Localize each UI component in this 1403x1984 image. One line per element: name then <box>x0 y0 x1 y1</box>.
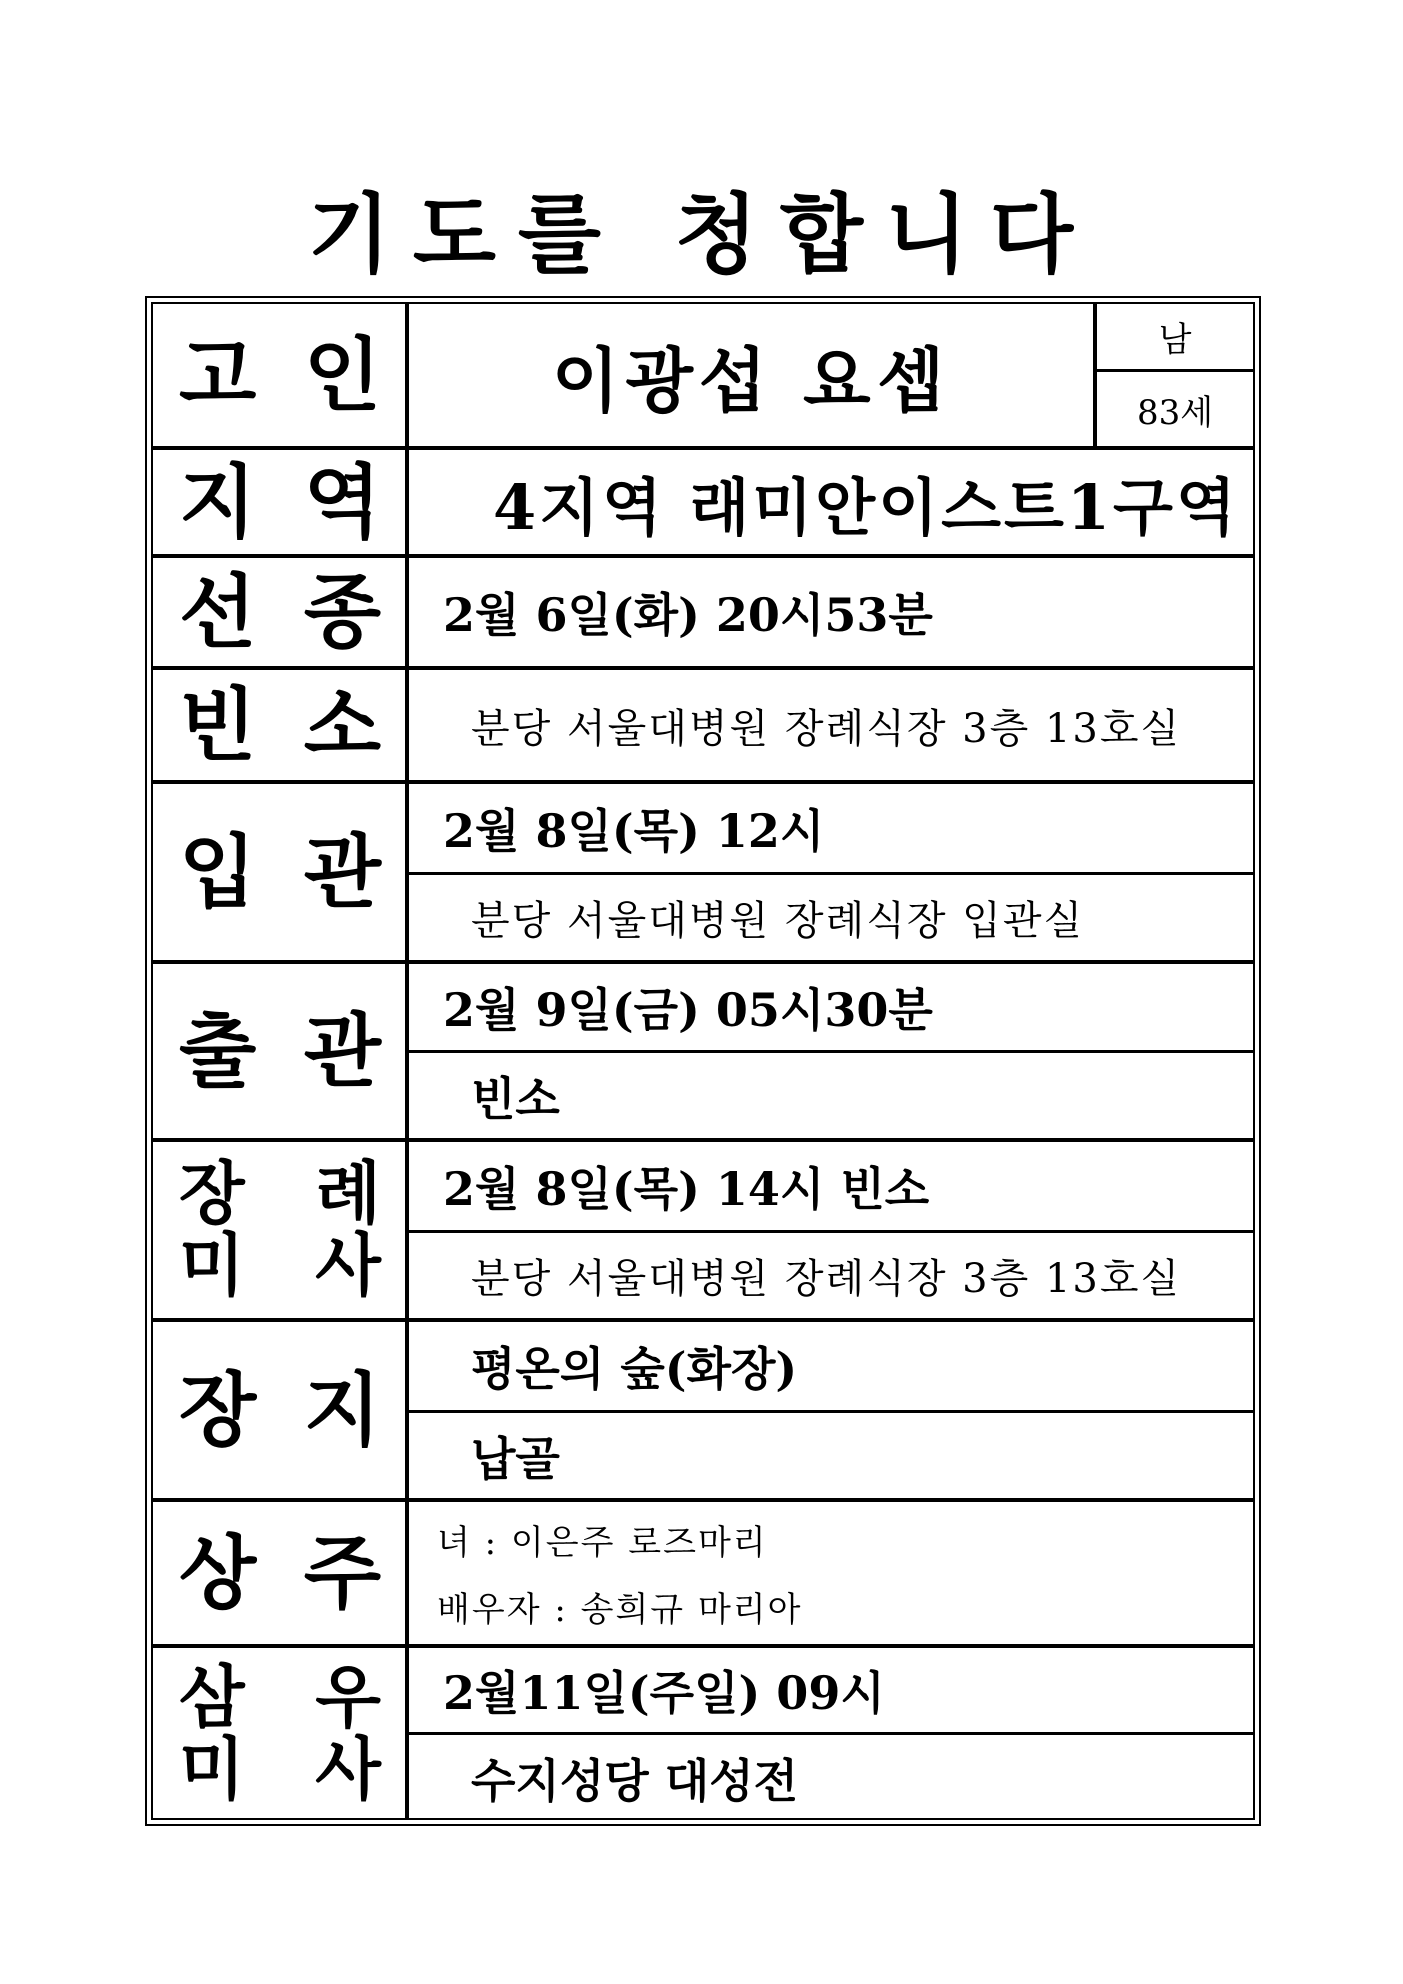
encoffinment-time: 2월 8일(목) 12시 <box>443 804 825 858</box>
label-funeral-mass: 장 례 미 사 <box>153 1142 409 1318</box>
third-day-mass-place: 수지성당 대성전 <box>409 1732 1253 1820</box>
deceased-age: 83세 <box>1136 392 1214 433</box>
departure-place: 빈소 <box>409 1050 1253 1138</box>
label-chief-mourner: 상 주 <box>153 1502 409 1644</box>
death-value: 2월 6일(화) 20시53분 <box>443 588 933 642</box>
deceased-name: 이광섭 요셉 <box>409 304 1097 446</box>
obituary-table-frame <box>145 296 1261 1826</box>
funeral-mass-time: 2월 8일(목) 14시 빈소 <box>443 1162 930 1216</box>
label-death: 선 종 <box>153 558 409 666</box>
chief-mourner-list <box>409 1502 1253 1644</box>
label-encoffinment: 입 관 <box>153 784 409 960</box>
obituary-table <box>151 302 1255 1820</box>
chief-mourner-line: 녀 : 이은주 로즈마리 <box>437 1523 768 1563</box>
label-deceased: 고 인 <box>153 304 409 446</box>
funeral-home-value: 분당 서울대병원 장례식장 3층 13호실 <box>471 705 1182 752</box>
row-deceased <box>153 304 1253 446</box>
departure-time: 2월 9일(금) 05시30분 <box>443 983 933 1037</box>
funeral-mass-place: 분당 서울대병원 장례식장 3층 13호실 <box>409 1230 1253 1318</box>
label-third-day-mass: 삼 우 미 사 <box>153 1648 409 1820</box>
row-third-day-mass <box>153 1644 1253 1820</box>
label-funeral-home: 빈 소 <box>153 670 409 780</box>
row-encoffinment <box>153 780 1253 960</box>
row-death <box>153 554 1253 666</box>
row-region <box>153 446 1253 554</box>
label-region: 지 역 <box>153 450 409 554</box>
burial-place: 평온의 숲(화장) <box>471 1342 798 1396</box>
deceased-gender: 남 <box>1097 304 1253 372</box>
burial-type: 납골 <box>409 1410 1253 1498</box>
encoffinment-place: 분당 서울대병원 장례식장 입관실 <box>409 872 1253 960</box>
region-value: 4지역 래미안이스트1구역 <box>493 470 1239 544</box>
third-day-mass-time: 2월11일(주일) 09시 <box>443 1666 885 1720</box>
row-chief-mourner <box>153 1498 1253 1644</box>
row-funeral-home <box>153 666 1253 780</box>
chief-mourner-line: 배우자 : 송희규 마리아 <box>437 1590 803 1630</box>
page-title: 기도를 청합니다 <box>307 184 1096 285</box>
label-burial: 장 지 <box>153 1322 409 1498</box>
row-departure <box>153 960 1253 1138</box>
row-burial <box>153 1318 1253 1498</box>
row-funeral-mass <box>153 1138 1253 1318</box>
label-departure: 출 관 <box>153 964 409 1138</box>
